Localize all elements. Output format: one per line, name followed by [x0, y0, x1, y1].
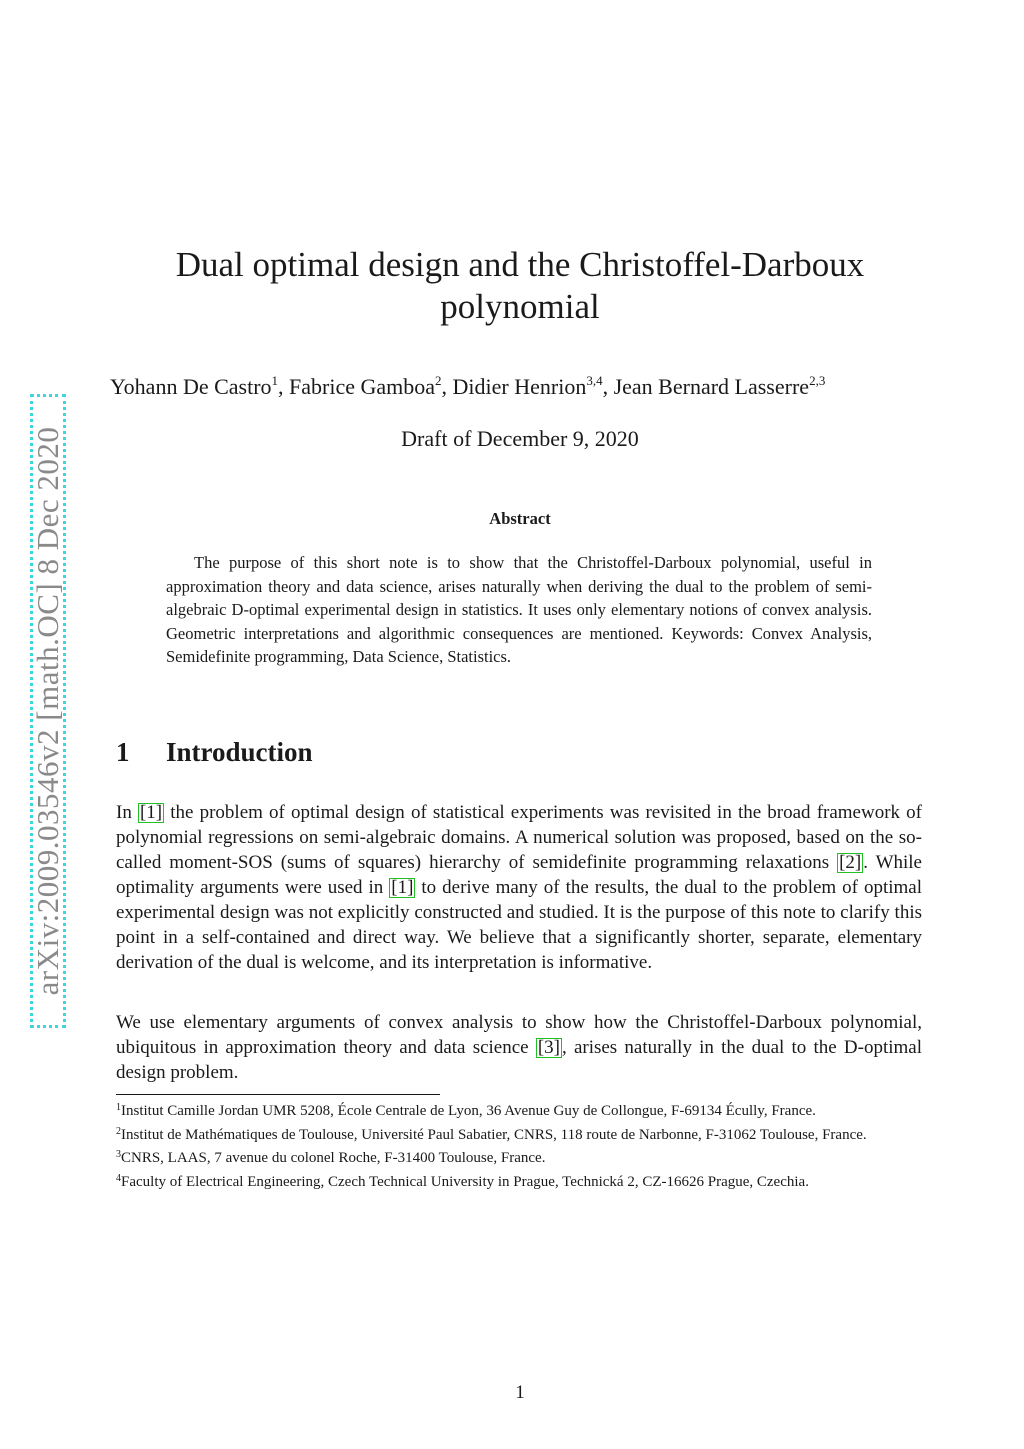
author-affiliation-mark: 1 [271, 373, 279, 388]
citation-link[interactable]: [1] [391, 877, 414, 898]
section-heading [116, 737, 313, 768]
abstract-body: The purpose of this short note is to show that the Christoffel-Darboux polynomial, useful in approximation theory and data science, arises naturally when deriving the dual to the problem of semi-algebraic D-optimal experimental design in statistics. It uses only elementary notions of convex analysis. Geometric interpretations and algorithmic consequences are mentioned. Keywords: Convex Analysis, Semidefinite programming, Data Science, Statistics. [166, 553, 872, 666]
arxiv-stamp[interactable]: arXiv:2009.03546v2 [math.OC] 8 Dec 2020 [30, 426, 65, 996]
author-separator: , [278, 374, 290, 399]
author-name: Fabrice Gamboa [289, 374, 436, 399]
footnote [116, 1122, 922, 1146]
paper-title: Dual optimal design and the Christoffel-Darboux polynomial [175, 245, 865, 326]
citation-link[interactable]: [2] [839, 852, 862, 873]
abstract-heading: Abstract [489, 509, 551, 528]
footnote-mark: 4 [116, 1172, 121, 1184]
author-affiliation-mark: 3,4 [586, 373, 603, 388]
footnote-divider [116, 1094, 440, 1095]
text-run: In [116, 802, 138, 823]
page-number: 1 [515, 1382, 525, 1403]
section-title: Introduction [166, 737, 313, 767]
author-separator: , [441, 374, 453, 399]
intro-paragraph-2 [116, 1010, 922, 1085]
footnote-text: Institut Camille Jordan UMR 5208, École Centrale de Lyon, 36 Avenue Guy de Collongue, F-69134 Écully, France. [121, 1103, 816, 1119]
footnotes [116, 1098, 922, 1192]
author-affiliation-mark: 2,3 [809, 373, 826, 388]
footnote [116, 1145, 922, 1169]
author-affiliation-mark: 2 [435, 373, 442, 388]
draft-date: Draft of December 9, 2020 [401, 426, 639, 451]
text-run: . While optimality arguments were used in [116, 852, 922, 898]
footnote [116, 1169, 922, 1193]
author-list [110, 366, 1024, 402]
author-name: Jean Bernard Lasserre [613, 374, 810, 399]
footnote-mark: 1 [116, 1102, 121, 1113]
footnote-mark: 2 [116, 1125, 121, 1137]
text-run: to derive many of the results, the dual to the problem of optimal experimental design was not explicitly constructed and studied. It is the purpose of this note to clarify this point in a self-contained and direct way. We believe that a significantly shorter, separate, elementary derivation of the dual is welcome, and its interpretation is informative. [116, 877, 922, 973]
citation-link[interactable]: [3] [537, 1037, 560, 1058]
text-run: the problem of optimal design of statistical experiments was revisited in the broad framework of polynomial regressions on semi-algebraic domains. A numerical solution was proposed, based on the so-called moment-SOS (sums of squares) hierarchy of semidefinite programming relaxations [116, 802, 922, 873]
citation-link[interactable]: [1] [139, 802, 163, 823]
footnote-text: Faculty of Electrical Engineering, Czech Technical University in Prague, Technická 2, CZ-16626 Prague, Czechia. [121, 1173, 809, 1190]
intro-paragraph-1 [116, 800, 922, 975]
author-separator: , [602, 374, 614, 399]
footnote-text: CNRS, LAAS, 7 avenue du colonel Roche, F-31400 Toulouse, France. [121, 1150, 546, 1167]
footnote-text: Institut de Mathématiques de Toulouse, Université Paul Sabatier, CNRS, 118 route de Narbonne, F-31062 Toulouse, France. [121, 1126, 867, 1143]
author-name: Didier Henrion [452, 374, 587, 399]
section-number: 1 [116, 737, 130, 767]
text-run: , arises naturally in the dual to the D-optimal design problem. [116, 1037, 922, 1083]
text-run: We use elementary arguments of convex analysis to show how the Christoffel-Darboux polynomial, ubiquitous in approximation theory and data science [116, 1012, 922, 1058]
footnote [116, 1098, 922, 1122]
footnote-mark: 3 [116, 1149, 121, 1161]
author-name: Yohann De Castro [110, 374, 272, 399]
